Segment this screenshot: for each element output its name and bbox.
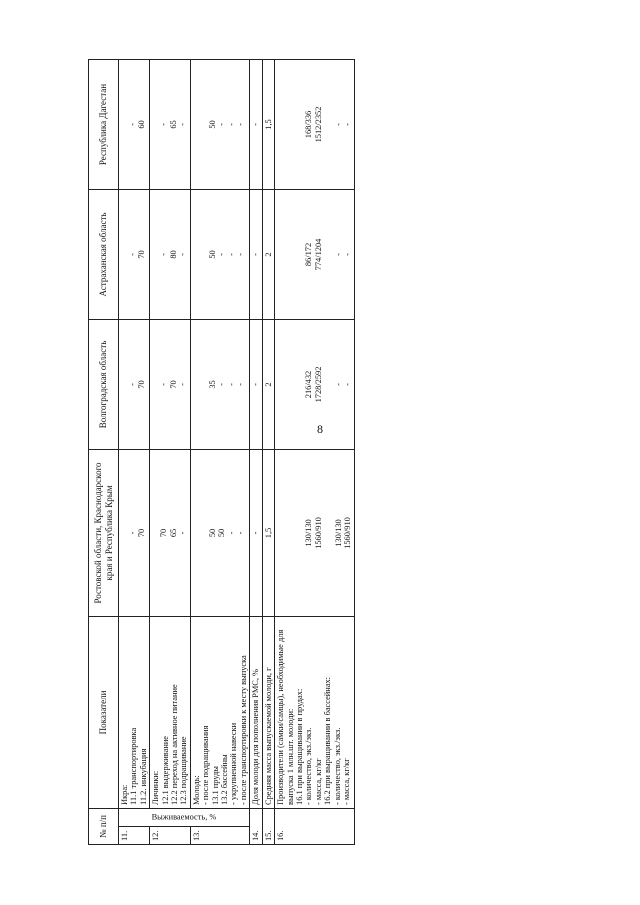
row-number: 14. xyxy=(250,808,262,844)
volgograd-cell: - 70 - xyxy=(150,319,191,449)
survival-label: Выживаемость, % xyxy=(119,808,250,826)
indicator-cell: Молодь: - после подращивания 13.1 пруды 13.2 бассейны - укрупненной навески - после транспортировки к месту выпуска xyxy=(190,616,249,808)
volgograd-cell: 2 xyxy=(262,319,274,449)
fish-breeding-table xyxy=(88,59,355,845)
dagestan-cell: - 60 xyxy=(119,59,150,189)
header-no: № п/п xyxy=(89,808,119,844)
rostov-cell: - xyxy=(250,449,262,616)
dagestan-cell: 1,5 xyxy=(262,59,274,189)
dagestan-cell: - xyxy=(250,59,262,189)
rostov-cell: 1,5 xyxy=(262,449,274,616)
astrakhan-cell: - 70 xyxy=(119,189,150,319)
header-rostov: Ростовской области, Краснодарского края и Республика Крым xyxy=(89,449,119,616)
indicator-cell: Личинки: 12.1 выдерживание 12.2 переход на активное питание 12.3 подращивание xyxy=(150,616,191,808)
astrakhan-cell: - xyxy=(250,189,262,319)
table-row-16 xyxy=(275,59,355,844)
rostov-cell: 130/130 1560/910 130/130 1560/910 xyxy=(275,449,355,616)
row-number: 15. xyxy=(262,808,274,844)
rostov-cell: 70 65 - xyxy=(150,449,191,616)
indicator-cell: Доля молоди для пополнения РМС, % xyxy=(250,616,262,808)
table-row-11 xyxy=(119,59,150,844)
astrakhan-cell: 86/172 774/1204 - - xyxy=(275,189,355,319)
dagestan-cell: 50 - - - xyxy=(190,59,249,189)
astrakhan-cell: - 80 - xyxy=(150,189,191,319)
header-indicator: Показатели xyxy=(89,616,119,808)
indicator-cell: Средняя масса выпускаемой молоди, г xyxy=(262,616,274,808)
header-astrakhan: Астраханская область xyxy=(89,189,119,319)
rotated-table xyxy=(88,60,353,845)
row-number: 11. xyxy=(119,827,150,845)
table-row-12 xyxy=(150,59,191,844)
indicator-cell: Производители (самки/самцы), необходимые для выпуска 1 млн.шт. молоди: 16.1 при выращивании в прудах: - количество, экз./экз. - масса, кг/кг 16.2 при выращивании в бассейнах: - количество, экз./экз. - масса, кг/кг xyxy=(275,616,355,808)
volgograd-cell: - xyxy=(250,319,262,449)
header-volgograd: Волгоградская область xyxy=(89,319,119,449)
header-row xyxy=(89,59,119,844)
rostov-cell: 50 50 - - xyxy=(190,449,249,616)
astrakhan-cell: 50 - - - xyxy=(190,189,249,319)
dagestan-cell: 168/336 1512/2352 - - xyxy=(275,59,355,189)
volgograd-cell: - 70 xyxy=(119,319,150,449)
header-dagestan: Республика Дагестан xyxy=(89,59,119,189)
table-row-13 xyxy=(190,59,249,844)
rostov-cell: - 70 xyxy=(119,449,150,616)
row-number: 13. xyxy=(190,827,249,845)
indicator-cell: Икра: 11.1 транспортировка 11.2. инкубация xyxy=(119,616,150,808)
table-row-15 xyxy=(262,59,274,844)
table-row-14 xyxy=(250,59,262,844)
row-number: 12. xyxy=(150,827,191,845)
astrakhan-cell: 2 xyxy=(262,189,274,319)
volgograd-cell: 35 - - - xyxy=(190,319,249,449)
page-number: 8 xyxy=(317,422,323,436)
volgograd-cell: 216/432 1728/2592 - - xyxy=(275,319,355,449)
row-number: 16. xyxy=(275,808,355,844)
dagestan-cell: - 65 - xyxy=(150,59,191,189)
